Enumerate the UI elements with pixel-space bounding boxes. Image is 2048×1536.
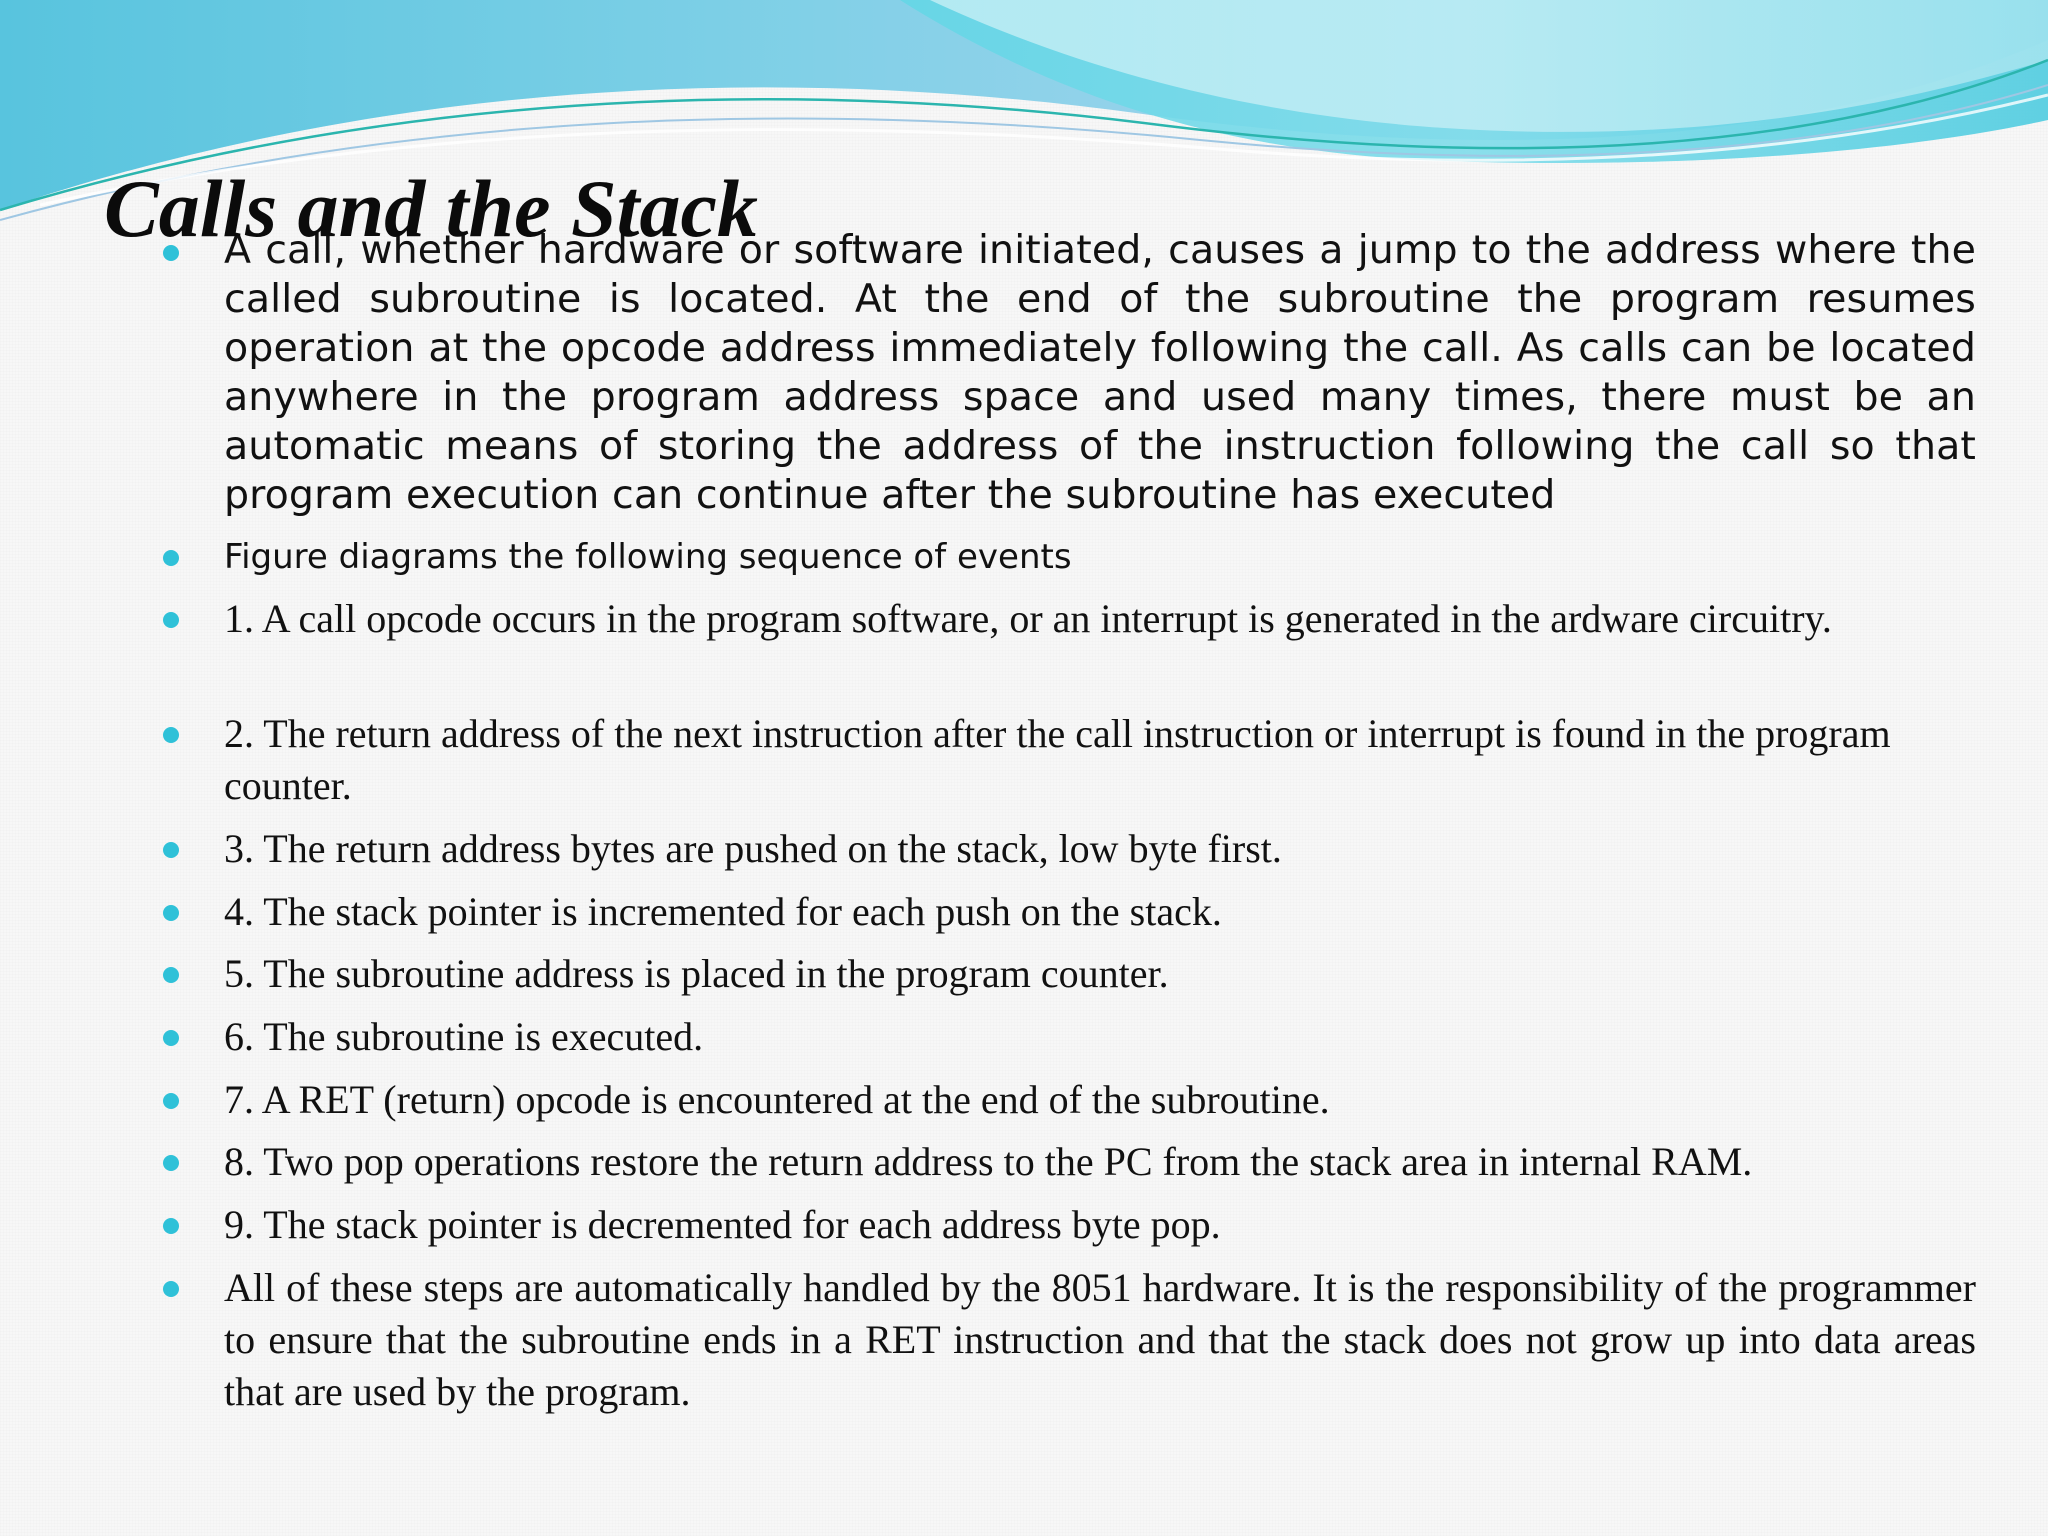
bullet-text: A call, whether hardware or software initiated, causes a jump to the address where the called subroutine is located. At the end of the subroutine the program resumes operation at the opcode address immediately following the call. As calls can be located anywhere in the program address space and used many times, there must be an automatic means of storing the address of the instruction following the call so that program execution can continue after the subroutine has executed xyxy=(224,227,1976,518)
bullet-dot xyxy=(163,905,179,921)
bullet-item-step-1 xyxy=(224,593,1976,645)
bullet-item-figure-note xyxy=(224,535,1976,579)
bullet-dot xyxy=(163,1030,179,1046)
bullet-item-call-intro xyxy=(224,226,1976,520)
bullet-item-step-7 xyxy=(224,1074,1976,1126)
slide-title: Calls and the Stack xyxy=(104,163,758,254)
bullet-item-step-5 xyxy=(224,948,1976,1000)
bullet-dot xyxy=(163,1218,179,1234)
bullet-text: 8. Two pop operations restore the return address to the PC from the stack area in internal RAM. xyxy=(224,1139,1753,1184)
bullet-dot xyxy=(163,727,179,743)
bullet-item-step-6 xyxy=(224,1011,1976,1063)
bullet-text: 4. The stack pointer is incremented for each push on the stack. xyxy=(224,889,1222,934)
bullet-text: 3. The return address bytes are pushed on the stack, low byte first. xyxy=(224,826,1282,871)
bullet-text: All of these steps are automatically handled by the 8051 hardware. It is the responsibility of the programmer to ensure that the subroutine ends in a RET instruction and that the stack does not grow up into data areas that are used by the program. xyxy=(224,1265,1976,1414)
bullet-dot xyxy=(163,1093,179,1109)
bullet-dot xyxy=(163,550,179,566)
bullet-item-step-2 xyxy=(224,708,1976,812)
bullet-dot xyxy=(163,967,179,983)
bullet-text: 7. A RET (return) opcode is encountered at the end of the subroutine. xyxy=(224,1077,1330,1122)
bullet-dot xyxy=(163,1281,179,1297)
bullet-text: 6. The subroutine is executed. xyxy=(224,1014,704,1059)
bullet-dot xyxy=(163,842,179,858)
bullet-item-step-3 xyxy=(224,823,1976,875)
bullet-item-step-8 xyxy=(224,1136,1976,1188)
bullet-item-step-4 xyxy=(224,886,1976,938)
bullet-text: 9. The stack pointer is decremented for each address byte pop. xyxy=(224,1202,1221,1247)
bullet-dot xyxy=(163,612,179,628)
bullet-text: 2. The return address of the next instruction after the call instruction or interrupt is found in the program counter. xyxy=(224,711,1891,808)
bullet-item-summary xyxy=(224,1262,1976,1418)
bullet-text: 5. The subroutine address is placed in the program counter. xyxy=(224,951,1169,996)
bullet-dot xyxy=(163,1155,179,1171)
bullet-item-step-9 xyxy=(224,1199,1976,1251)
bullet-text: 1. A call opcode occurs in the program software, or an interrupt is generated in the ardware circuitry. xyxy=(224,596,1832,641)
bullet-text: Figure diagrams the following sequence of events xyxy=(224,537,1072,577)
